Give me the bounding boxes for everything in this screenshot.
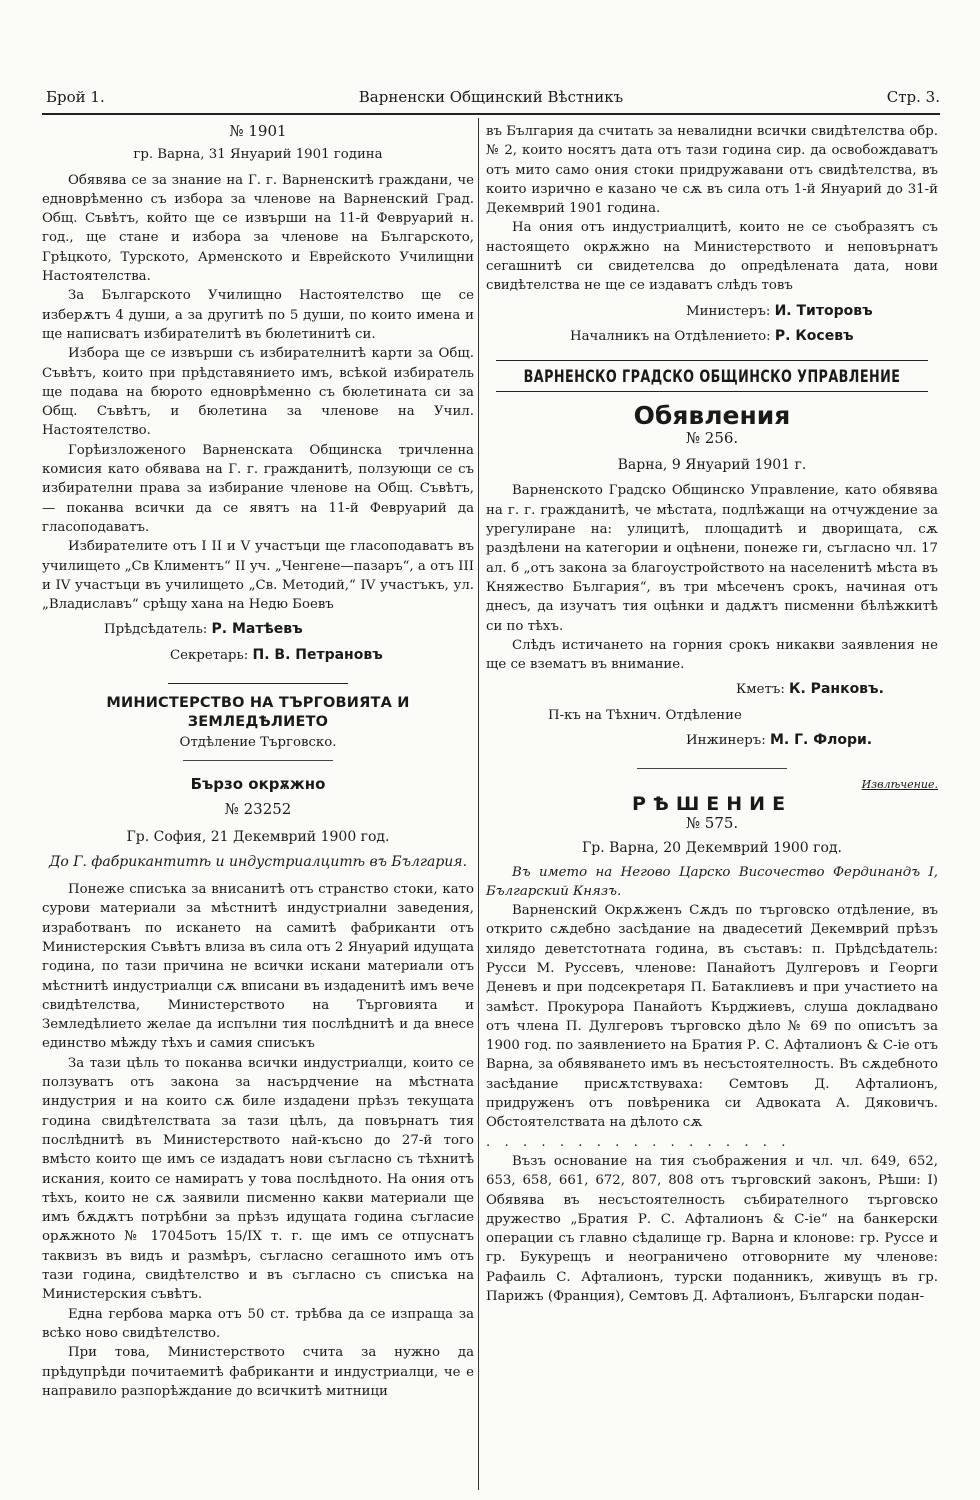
paragraph: Понеже списъка за внисанитѣ отъ странство стоки, като сурови материали за мѣстнитѣ индустриални заведения, изработванъ по искането на самитѣ фабриканти отъ Министерския Съвѣтъ влиза въ сила отъ 2 Януарий идущата година, по тази причина не всички искани материали отъ мѣстнитѣ индустриалци сѫ вписани въ издаденитѣ имъ вече свидѣтелства, Министерството на Търговията и Земледѣлието желае да испълни тия послѣднитѣ и да внесе единство мѣжду тѣхъ и самия списъкъ bbox=[42, 882, 474, 1052]
announcements-title: Обявления bbox=[633, 400, 791, 430]
paragraph: Варненский Окрѫженъ Сѫдъ по търговско отдѣление, въ открито сѫдебно засѣдание на двадесетий Декемврий прѣзъ хилядо деветстотната година, въ съставъ: п. Прѣдсѣдатель: Русси М. Руссевъ, членове: Панайотъ Дулгеровъ и Георги Деневъ и при подсекретаря П. Батаклиевъ и при участието на замѣст. Прокурора Панайотъ Кърджиевъ, слуша докладвано отъ члена П. Дулгеровъ търговско дѣло № 69 по описътъ за 1900 год. по заявлението на Братия Р. С. Афталионъ & С-іе отъ Варна, за обявяването имъ въ несъстоятелность. Въ сѫдебното засѣдание присѫтствувахa: Семтовъ Д. Афталионъ, придруженъ отъ повѣреника си Адвоката А. Дяковичъ. Обстоятелствата на дѣлото сѫ bbox=[486, 903, 938, 1131]
signature-minister bbox=[486, 302, 938, 321]
signature-name: Р. Матѣевъ bbox=[211, 621, 303, 638]
signature-label: Кметъ: bbox=[736, 682, 785, 698]
circular-place-date: Гр. София, 21 Декемврий 1900 год. bbox=[126, 828, 390, 845]
paragraph: Слѣдъ истичането на горния срокъ никакви заявления не ще се взематъ въ внимание. bbox=[486, 637, 938, 673]
signature-engineer bbox=[486, 731, 938, 750]
issue-number: Брой 1. bbox=[46, 88, 105, 106]
signature-secretary bbox=[42, 646, 474, 665]
column-divider bbox=[478, 118, 479, 1490]
paragraph: Въ името на Негово Царско Височество Фердинандъ I, Българский Князъ. bbox=[486, 864, 938, 899]
circular-number: № 23252 bbox=[224, 800, 292, 819]
left-column bbox=[42, 122, 474, 1401]
paragraph: Възъ основание на тия съображения и чл. чл. 649, 652, 653, 658, 661, 672, 807, 808 отъ търговский законъ, Рѣши: I) Обявява въ несъстоятелность събирателного търговско дружество „Братия Р. С. Афталионъ & С-іе“ на банкерски операции съ главно сѣдалище гр. Варна и клонове: гр. Руссе и гр. Букурещъ и неограничено отговорните му членове: Рафаиль С. Афталионъ, турски поданникъ, живущъ въ гр. Парижъ (Франция), Семтовъ Д. Афталионъ, Български подан- bbox=[486, 1153, 938, 1305]
signature-name: И. Титоровъ bbox=[774, 302, 873, 319]
extract-note: Извлѣчение. bbox=[861, 778, 938, 792]
ellipsis-dots: . . . . . . . . . . . . . . . . . bbox=[486, 1134, 791, 1150]
signature-label: Секретарь: bbox=[170, 647, 249, 663]
signature-technical-dept: П-къ на Тѣхнич. Отдѣление bbox=[548, 707, 742, 723]
separator bbox=[637, 768, 787, 769]
ministry-heading: МИНИСТЕРСТВО НА ТЪРГОВИЯТА И ЗЕМЛЕДѢЛИЕТО bbox=[106, 695, 410, 731]
announcement-place-date: Варна, 9 Януарий 1901 г. bbox=[617, 457, 807, 474]
separator bbox=[168, 683, 348, 684]
paragraph: Избирателите отъ I II и V участъци ще гласоподаватъ въ училището „Св Климентъ“ II уч. „Ченгене—пазаръ“, а отъ III и IV участъци въ училището „Св. Методий,“ IV участъкъ, ул. „Владиславъ“ срѣщу хана на Недю Боевъ bbox=[42, 539, 474, 613]
paragraph: При това, Министерството счита за нужно да прѣдупрѣди почитаемитѣ фабриканти и индустриалци, че е направило разпорѣждание до всичкитѣ митници bbox=[42, 1345, 474, 1399]
urgent-circular-title: Бързо окрѫжно bbox=[190, 774, 326, 793]
paragraph: Горѣизложеного Варненската Общинска тричленна комисия като обявава на Г. г. гражданитѣ, ползующи се съ избирателни права за избирание членове на Общ. Съвѣтъ, — поканва всички да се явятъ на 11-й Февруарий да гласоподаватъ. bbox=[42, 442, 474, 535]
page-number: Стр. 3. bbox=[886, 88, 940, 106]
circular-addressee: До Г. фабрикантитѣ и индустриалцитѣ въ България. bbox=[48, 853, 468, 870]
announcement-number: № 256. bbox=[685, 428, 739, 447]
signature-mayor bbox=[486, 680, 938, 699]
paragraph: въ България да считать за невалидни всички свидѣтелства обр. № 2, които носятъ дата отъ тази година сир. да освобождаватъ отъ мито само ония стоки придружавани отъ свидѣтелства, въ които изрично е казано че сѫ въ сила отъ 1-й Януарий до 31-й Декемврий 1901 година. bbox=[486, 124, 938, 217]
page-header bbox=[42, 88, 940, 110]
signature-name: Р. Косевъ bbox=[774, 327, 854, 344]
paragraph: На ония отъ индустриалцитѣ, които не се съобразятъ съ настоящето окрѫжно на Министерството и неповърнатъ сегашнитѣ си свидетелсва до опредѣлената дата, нови свидѣтелства не ще се издаватъ слѣдъ товъ bbox=[486, 220, 938, 294]
signature-name: М. Г. Флори. bbox=[769, 732, 873, 749]
department-name: Отдѣление Търговско. bbox=[179, 734, 337, 750]
signature-department-head bbox=[486, 327, 938, 346]
signature-name: К. Ранковъ. bbox=[789, 681, 884, 698]
municipal-administration-heading: ВАРНЕНСКО ГРАДСКО ОБЩИНСКО УПРАВЛЕНИЕ bbox=[523, 367, 901, 387]
signature-chairman bbox=[42, 620, 474, 639]
header-rule bbox=[42, 113, 940, 115]
decision-number: № 575. bbox=[685, 813, 739, 832]
separator bbox=[496, 391, 928, 392]
decision-place-date: Гр. Варна, 20 Декемврий 1900 год. bbox=[581, 840, 843, 857]
signature-label: Прѣдсѣдатель: bbox=[104, 622, 208, 638]
newspaper-title: Варненски Общинский Вѣстникъ bbox=[358, 88, 624, 106]
separator bbox=[496, 360, 928, 361]
signature-label: Министеръ: bbox=[686, 303, 771, 319]
signature-label: Началникъ на Отдѣлението: bbox=[570, 328, 771, 344]
notice-number: № 1901 bbox=[229, 122, 287, 140]
paragraph: За Българското Училищно Настоятелство ще се изберѫтъ 4 души, а за другитѣ по 5 души, по които имена и ще написватъ избирателитѣ въ бюлетинитѣ си. bbox=[42, 288, 474, 342]
signature-label: Инжинеръ: bbox=[686, 733, 766, 749]
signature-name: П. В. Петрановъ bbox=[252, 646, 383, 663]
paragraph: За тази цѣль то поканва всички индустриалци, които се ползуватъ отъ закона за насърдчение на мѣстната индустрия и на които сѫ биле издадени прѣзъ текущата година свидѣтелствата за тази цѣлъ, да повърнатъ тия послѣднитѣ въ Министерството най-късно до 27-й того вмѣсто които ще имъ се издадатъ нови съгласно съ тѣхнитѣ искания, които се намиратъ у това послѣдното. На ония отъ тѣхъ, които не сѫ заявили писменно какви материали ще имъ бѫдѫтъ потрѣбни за прѣзъ идущата година съгласие орѫжното № 17045отъ 15/IX т. г. ще имъ се отпуснатъ таквизъ въ видъ и размѣръ, съгласно сегашното имъ отъ тази година, свидѣтелство и въ съгласно съ списъка на Министерския съвѣтъ. bbox=[42, 1055, 474, 1303]
decision-title: РѢШЕНИЕ bbox=[631, 792, 793, 815]
paragraph: Избора ще се извърши съ избирателнитѣ карти за Общ. Съвѣтъ, които при прѣдставянието имъ, всѣкой избиратель ще подава на бюрото едноврѣменно съ бюлетината си за Общ. Съвѣтъ, и бюлетина за членове на Учил. Настоятелство. bbox=[42, 346, 474, 439]
right-column bbox=[486, 122, 938, 1306]
separator bbox=[183, 760, 333, 761]
paragraph: Варненското Градско Общинско Управление, като обявява на г. г. гражданитѣ, че мѣстата, подлѣжащи на отчуждение за урегулиране на: улицитѣ, площадитѣ и дворищата, сѫ раздѣлени на категории и оцѣнени, понеже ги, съгласно чл. 17 ал. б „отъ закона за благоустройството на населенитѣ мѣста въ Княжество България“, въ три мѣсеченъ срокъ, начиная отъ днесъ, да изучатъ тия оцѣнки и дадѫтъ писменни бѣлѣжкитѣ си по тѣхъ. bbox=[486, 483, 938, 634]
notice-place-date: гр. Варна, 31 Януарий 1901 година bbox=[133, 147, 383, 163]
paragraph: Една гербова марка отъ 50 ст. трѣбва да се изпраща за всѣко ново свидѣтелство. bbox=[42, 1306, 474, 1341]
paragraph: Обявява се за знание на Г. г. Варненскитѣ граждани, че едноврѣменно съ избора за членове на Варненский Град. Общ. Съвѣтъ, който ще се извърши на 11-й Февруарий н. год., ще стане и избора за членове на Българското, Грѣцкото, Турското, Арменското и Еврейското Училищни Настоятелства. bbox=[42, 172, 474, 285]
